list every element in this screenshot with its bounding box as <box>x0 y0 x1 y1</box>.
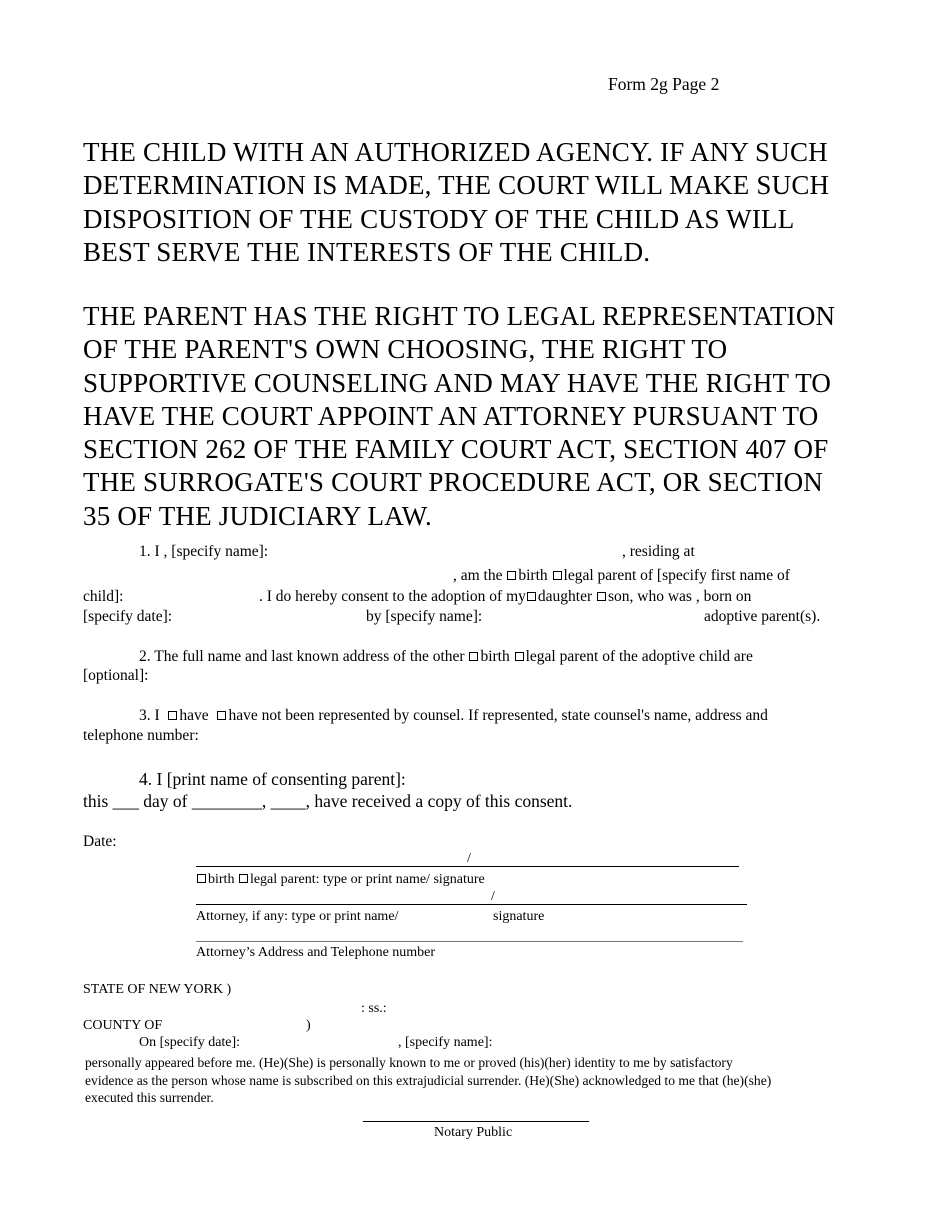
item1-line2 <box>453 567 790 585</box>
notice-line: OF THE PARENT'S OWN CHOOSING, THE RIGHT TO <box>83 334 728 365</box>
parent-signature-caption <box>196 872 485 888</box>
notice-paragraph-1 <box>83 136 829 269</box>
birth-label: birth <box>518 567 548 584</box>
parent-legal-checkbox[interactable] <box>239 874 248 883</box>
notice-line: THE SURROGATE'S COURT PROCEDURE ACT, OR SECTION <box>83 467 823 498</box>
other-birth-checkbox[interactable] <box>469 652 478 661</box>
attorney-name-caption: Attorney, if any: type or print name/ <box>196 909 399 924</box>
notary-public-label: Notary Public <box>434 1125 513 1140</box>
notice-line: SUPPORTIVE COUNSELING AND MAY HAVE THE RIGHT TO <box>83 367 832 398</box>
item3-line1 <box>139 707 768 725</box>
notice-line: HAVE THE COURT APPOINT AN ATTORNEY PURSUANT TO <box>83 400 819 431</box>
notice-line: SECTION 262 OF THE FAMILY COURT ACT, SECTION 407 OF <box>83 434 829 465</box>
son-born-text: son, who was , born on <box>608 588 752 605</box>
item4-received: this ___ day of ________, ____, have received a copy of this consent. <box>83 791 573 811</box>
slash: / <box>491 889 495 904</box>
item1-by-name: by [specify name]: <box>366 608 483 625</box>
item2-lead: 2. The full name and last known address of the other <box>139 648 465 665</box>
notice-line: THE PARENT HAS THE RIGHT TO LEGAL REPRESENTATION <box>83 301 836 331</box>
on-date-label: On [specify date]: <box>139 1035 241 1050</box>
item3-lead: 3. I <box>139 707 160 724</box>
item3-telephone: telephone number: <box>83 727 199 744</box>
consent-text: . I do hereby consent to the adoption of my <box>259 588 526 605</box>
specify-name-label: , [specify name]: <box>398 1035 493 1050</box>
notary-body-line: personally appeared before me. (He)(She) is personally known to me or proved (his)(her) identity to me by satisfactory <box>85 1055 733 1070</box>
have-not-checkbox[interactable] <box>217 711 226 720</box>
notary-body <box>85 1054 771 1107</box>
parent-birth-checkbox[interactable] <box>197 874 206 883</box>
date-label: Date: <box>83 833 117 850</box>
county-label: COUNTY OF <box>83 1018 163 1033</box>
parent-birth-label: birth <box>208 872 235 887</box>
item1-line3 <box>259 588 751 606</box>
have-not-text: have not been represented by counsel. If represented, state counsel's name, address and <box>228 707 768 724</box>
daughter-label: daughter <box>537 588 593 605</box>
legal-checkbox[interactable] <box>553 571 562 580</box>
county-paren: ) <box>306 1018 311 1033</box>
notice-line: 35 OF THE JUDICIARY LAW. <box>83 500 432 531</box>
attorney-address-line[interactable] <box>196 941 743 942</box>
notice-line: DISPOSITION OF THE CUSTODY OF THE CHILD AS WILL <box>83 203 795 234</box>
notice-line: THE CHILD WITH AN AUTHORIZED AGENCY. IF ANY SUCH <box>83 137 828 167</box>
have-label: have <box>179 707 209 724</box>
state-label: STATE OF NEW YORK ) <box>83 982 232 997</box>
attorney-address-caption: Attorney’s Address and Telephone number <box>196 945 436 960</box>
item1-lead: 1. I , [specify name]: <box>139 543 269 560</box>
attorney-signature-caption: signature <box>493 909 545 924</box>
notary-body-line: executed this surrender. <box>85 1090 214 1105</box>
item4-lead: 4. I [print name of consenting parent]: <box>139 769 406 789</box>
slash: / <box>467 851 471 866</box>
daughter-checkbox[interactable] <box>527 592 536 601</box>
item1-adoptive: adoptive parent(s). <box>704 608 821 625</box>
parent-caption-text: legal parent: type or print name/ signature <box>249 872 485 887</box>
other-legal-checkbox[interactable] <box>515 652 524 661</box>
item2-line1 <box>139 648 753 666</box>
notice-line: DETERMINATION IS MADE, THE COURT WILL MAKE SUCH <box>83 170 830 201</box>
legal-parent-text: legal parent of [specify first name of <box>563 567 790 584</box>
item1-child-label: child]: <box>83 588 124 605</box>
ss-label: : ss.: <box>361 1001 387 1016</box>
have-checkbox[interactable] <box>168 711 177 720</box>
notice-paragraph-2 <box>83 300 835 533</box>
birth-checkbox[interactable] <box>507 571 516 580</box>
notary-body-line: evidence as the person whose name is subscribed on this extrajudicial surrender. (He)(She) acknowledged to me that (he)(she) <box>85 1072 772 1088</box>
form-page-label: Form 2g Page 2 <box>608 74 720 94</box>
notary-signature-line[interactable] <box>363 1121 589 1122</box>
am-the-text: , am the <box>453 567 503 584</box>
item2-optional: [optional]: <box>83 667 149 684</box>
item1-specify-date: [specify date]: <box>83 608 173 625</box>
item1-residing: , residing at <box>622 543 695 560</box>
notice-line: BEST SERVE THE INTERESTS OF THE CHILD. <box>83 236 651 267</box>
son-checkbox[interactable] <box>597 592 606 601</box>
other-birth-label: birth <box>480 648 510 665</box>
item2-rest: legal parent of the adoptive child are <box>525 648 753 665</box>
attorney-signature-line[interactable] <box>196 904 747 905</box>
